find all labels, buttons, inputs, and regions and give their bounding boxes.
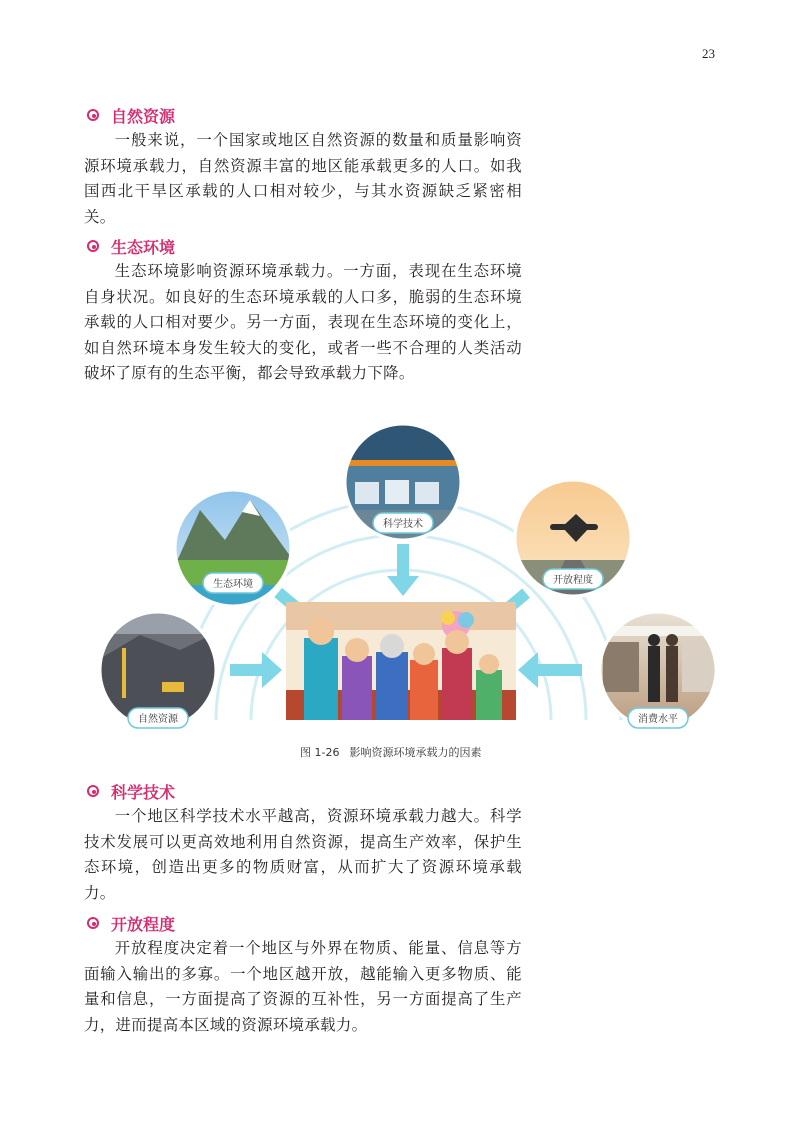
section-paragraph: 开放程度决定着一个地区与外界在物质、能量、信息等方面输入输出的多寡。一个地区越开放，越能输入更多物质、能量和信息，一方面提高了资源的互补性，另一方面提高了生产力，进而提高本区域的资源环境承载力。 — [84, 939, 522, 1034]
label-natural-text: 自然资源 — [138, 714, 178, 725]
section-heading — [84, 102, 522, 128]
section-heading — [84, 233, 522, 259]
section-paragraph: 一个地区科学技术水平越高，资源环境承载力越大。科学技术发展可以更高效地利用自然资源，提高生产效率，保护生态环境，创造出更多的物质财富，从而扩大了资源环境承载力。 — [84, 807, 522, 902]
page-number: 23 — [702, 46, 715, 61]
family-illustration — [286, 602, 516, 720]
bullet-icon — [87, 240, 99, 252]
section-paragraph: 一般来说，一个国家或地区自然资源的数量和质量影响资源环境承载力，自然资源丰富的地区能承载更多的人口。如我国西北干旱区承载的人口相对较少，与其水资源缺乏紧密相关。 — [84, 131, 522, 226]
heading-text: 开放程度 — [111, 914, 176, 934]
label-science-text: 科学技术 — [383, 519, 423, 530]
ecology-photo — [173, 488, 293, 615]
heading-text: 自然资源 — [111, 106, 176, 126]
factors-figure — [70, 420, 730, 770]
label-ecology — [203, 573, 263, 593]
label-natural — [128, 708, 188, 728]
heading-text: 科学技术 — [111, 782, 176, 802]
label-science — [373, 513, 433, 533]
section-openness — [84, 910, 522, 1038]
label-ecology-text: 生态环境 — [213, 579, 253, 590]
section-heading — [84, 778, 522, 804]
heading-text: 生态环境 — [111, 237, 176, 257]
section-science-technology — [84, 778, 522, 906]
label-openness — [543, 569, 603, 589]
caption-text: 影响资源环境承载力的因素 — [349, 746, 482, 759]
caption-number: 图 1-26 — [300, 746, 340, 759]
section-heading — [84, 910, 522, 936]
label-consumption — [628, 708, 688, 728]
arrow-consumption — [518, 652, 582, 688]
bullet-icon — [87, 785, 99, 797]
label-consumption-text: 消费水平 — [638, 714, 678, 725]
section-natural-resources — [84, 102, 522, 230]
figure-caption — [300, 744, 481, 760]
bullet-icon — [87, 109, 99, 121]
section-ecology — [84, 233, 522, 387]
section-paragraph: 生态环境影响资源环境承载力。一方面，表现在生态环境自身状况。如良好的生态环境承载的人口多，脆弱的生态环境承载的人口相对要少。另一方面，表现在生态环境的变化上，如自然环境本身发生较大的变化，或者一些不合理的人类活动破坏了原有的生态平衡，都会导致承载力下降。 — [84, 262, 522, 382]
label-openness-text: 开放程度 — [553, 575, 593, 586]
bullet-icon — [87, 917, 99, 929]
